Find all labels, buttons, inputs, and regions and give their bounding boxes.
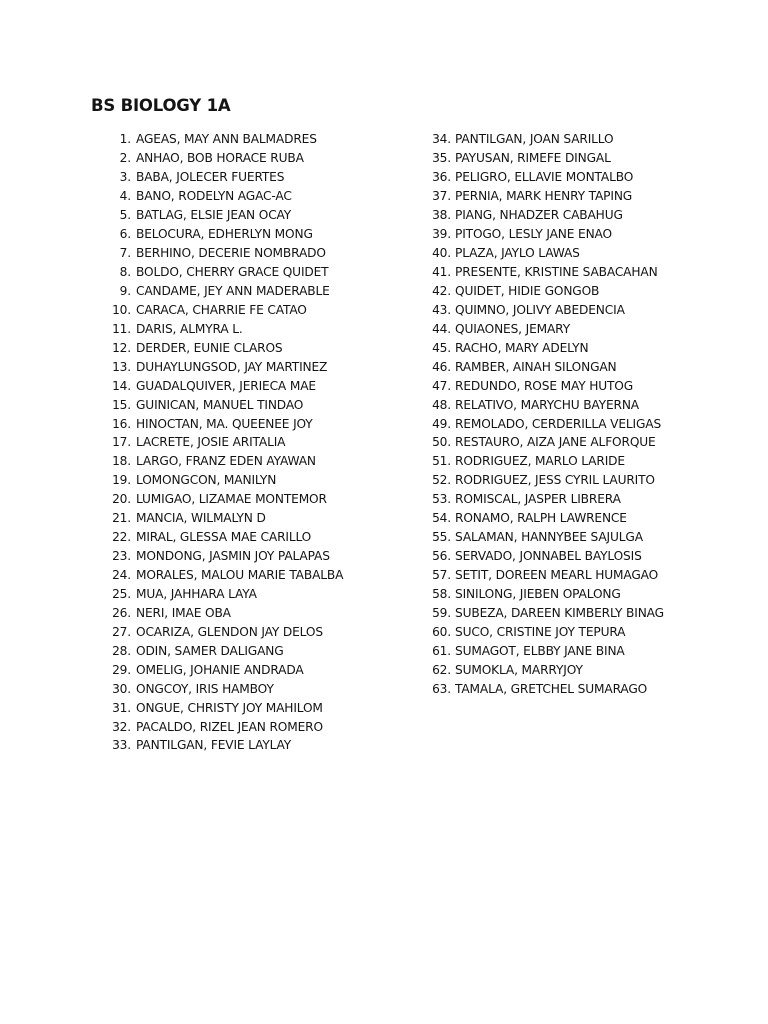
list-item <box>104 717 343 736</box>
list-item <box>420 263 664 282</box>
list-item <box>420 395 664 414</box>
list-item-name: DARIS, ALMYRA L. <box>136 321 243 336</box>
list-item-name: CANDAME, JEY ANN MADERABLE <box>136 283 330 298</box>
list-item-number: 1. <box>119 132 131 147</box>
list-item-name: PRESENTE, KRISTINE SABACAHAN <box>455 265 658 280</box>
list-item-name: PANTILGAN, JOAN SARILLO <box>455 132 614 147</box>
list-item <box>420 149 664 168</box>
list-item-number: 31. <box>112 700 131 715</box>
list-item-name: MORALES, MALOU MARIE TABALBA <box>136 568 344 583</box>
list-item <box>104 528 343 547</box>
list-item-name: TAMALA, GRETCHEL SUMARAGO <box>455 681 648 696</box>
list-item-number: 16. <box>112 416 131 431</box>
list-item <box>420 357 664 376</box>
list-item <box>104 300 343 319</box>
list-item <box>420 187 664 206</box>
list-item <box>104 566 343 585</box>
list-item-number: 32. <box>112 719 131 734</box>
list-item-number: 51. <box>432 454 451 469</box>
list-item-number: 26. <box>112 605 131 620</box>
list-item-number: 49. <box>432 416 451 431</box>
list-item-name: QUIAONES, JEMARY <box>455 321 571 336</box>
list-item-number: 43. <box>432 302 451 317</box>
list-item-name: ROMISCAL, JASPER LIBRERA <box>455 492 621 507</box>
list-item-number: 63. <box>432 681 451 696</box>
list-item-name: ANHAO, BOB HORACE RUBA <box>136 151 304 166</box>
list-item-name: ONGUE, CHRISTY JOY MAHILOM <box>136 700 323 715</box>
list-item-number: 53. <box>432 492 451 507</box>
list-item-name: BOLDO, CHERRY GRACE QUIDET <box>136 265 329 280</box>
list-item-name: HINOCTAN, MA. QUEENEE JOY <box>136 416 313 431</box>
list-item-name: LUMIGAO, LIZAMAE MONTEMOR <box>136 492 327 507</box>
list-item <box>420 641 664 660</box>
list-item-name: ONGCOY, IRIS HAMBOY <box>136 681 274 696</box>
list-item <box>104 603 343 622</box>
list-item <box>104 414 343 433</box>
list-item-number: 29. <box>112 662 131 677</box>
list-item-name: REDUNDO, ROSE MAY HUTOG <box>455 378 634 393</box>
list-item-number: 18. <box>112 454 131 469</box>
list-item-number: 20. <box>112 492 131 507</box>
list-item-number: 41. <box>432 265 451 280</box>
list-item-number: 30. <box>112 681 131 696</box>
list-item-number: 24. <box>112 568 131 583</box>
student-list-right-column <box>420 130 664 698</box>
list-item <box>420 585 664 604</box>
list-item <box>104 509 343 528</box>
list-item-number: 11. <box>112 321 131 336</box>
list-item-name: BELOCURA, EDHERLYN MONG <box>136 227 313 242</box>
list-item <box>104 338 343 357</box>
list-item-name: QUIMNO, JOLIVY ABEDENCIA <box>455 302 625 317</box>
list-item-number: 39. <box>432 227 451 242</box>
list-item-number: 9. <box>119 283 131 298</box>
list-item <box>420 206 664 225</box>
list-item-name: PELIGRO, ELLAVIE MONTALBO <box>455 170 634 185</box>
list-item-number: 8. <box>119 265 131 280</box>
list-item-name: PANTILGAN, FEVIE LAYLAY <box>136 738 292 753</box>
list-item <box>104 225 343 244</box>
list-item-number: 50. <box>432 435 451 450</box>
list-item-name: MUA, JAHHARA LAYA <box>136 586 257 601</box>
list-item <box>420 566 664 585</box>
list-item-number: 15. <box>112 397 131 412</box>
list-item-number: 2. <box>119 151 131 166</box>
list-item-number: 45. <box>432 340 451 355</box>
list-item-name: GUINICAN, MANUEL TINDAO <box>136 397 304 412</box>
list-item-number: 62. <box>432 662 451 677</box>
list-item-name: SETIT, DOREEN MEARL HUMAGAO <box>455 568 659 583</box>
list-item-name: RONAMO, RALPH LAWRENCE <box>455 511 627 526</box>
list-item-name: OCARIZA, GLENDON JAY DELOS <box>136 624 323 639</box>
list-item-name: BATLAG, ELSIE JEAN OCAY <box>136 208 292 223</box>
list-item-name: LOMONGCON, MANILYN <box>136 473 277 488</box>
list-item-name: BABA, JOLECER FUERTES <box>136 170 285 185</box>
list-item <box>420 547 664 566</box>
list-item-number: 7. <box>119 246 131 261</box>
list-item-name: BANO, RODELYN AGAC-AC <box>136 189 292 204</box>
list-item-number: 23. <box>112 549 131 564</box>
list-item <box>104 471 343 490</box>
list-item <box>104 357 343 376</box>
list-item <box>420 130 664 149</box>
list-item-name: RELATIVO, MARYCHU BAYERNA <box>455 397 639 412</box>
list-item-name: SUMAGOT, ELBBY JANE BINA <box>455 643 625 658</box>
list-item-name: RACHO, MARY ADELYN <box>455 340 589 355</box>
list-item <box>104 395 343 414</box>
list-item-name: GUADALQUIVER, JERIECA MAE <box>136 378 316 393</box>
list-item <box>420 622 664 641</box>
list-item-number: 55. <box>432 530 451 545</box>
list-item-name: RAMBER, AINAH SILONGAN <box>455 359 617 374</box>
list-item-number: 10. <box>112 302 131 317</box>
list-item <box>104 376 343 395</box>
list-item-number: 38. <box>432 208 451 223</box>
list-item <box>420 603 664 622</box>
list-item-number: 54. <box>432 511 451 526</box>
student-list-left-column <box>104 130 343 755</box>
list-item <box>104 206 343 225</box>
list-item-number: 37. <box>432 189 451 204</box>
list-item-name: BERHINO, DECERIE NOMBRADO <box>136 246 326 261</box>
list-item-number: 42. <box>432 283 451 298</box>
list-item-number: 14. <box>112 378 131 393</box>
list-item <box>104 641 343 660</box>
list-item <box>104 679 343 698</box>
list-item-name: SUCO, CRISTINE JOY TEPURA <box>455 624 626 639</box>
list-item <box>104 168 343 187</box>
list-item-number: 34. <box>432 132 451 147</box>
list-item-name: PERNIA, MARK HENRY TAPING <box>455 189 633 204</box>
list-item-number: 22. <box>112 530 131 545</box>
list-item-name: SERVADO, JONNABEL BAYLOSIS <box>455 549 642 564</box>
list-item-name: CARACA, CHARRIE FE CATAO <box>136 302 307 317</box>
document-title: BS BIOLOGY 1A <box>91 96 231 115</box>
list-item <box>104 130 343 149</box>
list-item-name: RODRIGUEZ, JESS CYRIL LAURITO <box>455 473 655 488</box>
list-item <box>420 660 664 679</box>
list-item <box>420 168 664 187</box>
list-item-name: MANCIA, WILMALYN D <box>136 511 266 526</box>
list-item-name: MONDONG, JASMIN JOY PALAPAS <box>136 549 330 564</box>
list-item-name: DUHAYLUNGSOD, JAY MARTINEZ <box>136 359 328 374</box>
list-item <box>104 149 343 168</box>
list-item <box>420 679 664 698</box>
list-item-name: LARGO, FRANZ EDEN AYAWAN <box>136 454 316 469</box>
list-item-name: SINILONG, JIEBEN OPALONG <box>455 586 621 601</box>
list-item-name: ODIN, SAMER DALIGANG <box>136 643 284 658</box>
list-item-number: 48. <box>432 397 451 412</box>
list-item <box>104 282 343 301</box>
list-item <box>104 452 343 471</box>
list-item-name: PLAZA, JAYLO LAWAS <box>455 246 580 261</box>
list-item-number: 6. <box>119 227 131 242</box>
list-item <box>104 433 343 452</box>
list-item-name: PIANG, NHADZER CABAHUG <box>455 208 623 223</box>
list-item <box>420 452 664 471</box>
list-item-number: 28. <box>112 643 131 658</box>
list-item-name: REMOLADO, CERDERILLA VELIGAS <box>455 416 662 431</box>
list-item-number: 44. <box>432 321 451 336</box>
list-item-name: RESTAURO, AIZA JANE ALFORQUE <box>455 435 656 450</box>
list-item-name: AGEAS, MAY ANN BALMADRES <box>136 132 317 147</box>
list-item <box>420 528 664 547</box>
list-item <box>420 376 664 395</box>
list-item <box>104 660 343 679</box>
list-item-name: SUBEZA, DAREEN KIMBERLY BINAG <box>455 605 664 620</box>
list-item <box>104 319 343 338</box>
list-item-number: 3. <box>119 170 131 185</box>
list-item-number: 17. <box>112 435 131 450</box>
list-item-number: 47. <box>432 378 451 393</box>
list-item-name: PITOGO, LESLY JANE ENAO <box>455 227 612 242</box>
list-item <box>104 187 343 206</box>
list-item-name: MIRAL, GLESSA MAE CARILLO <box>136 530 312 545</box>
list-item <box>104 490 343 509</box>
list-item <box>104 736 343 755</box>
list-item <box>420 319 664 338</box>
list-item <box>420 471 664 490</box>
list-item-number: 21. <box>112 511 131 526</box>
list-item-number: 25. <box>112 586 131 601</box>
list-item-number: 61. <box>432 643 451 658</box>
list-item <box>420 244 664 263</box>
list-item-number: 12. <box>112 340 131 355</box>
list-item <box>420 509 664 528</box>
list-item <box>420 433 664 452</box>
list-item <box>104 244 343 263</box>
list-item-name: DERDER, EUNIE CLAROS <box>136 340 283 355</box>
list-item-number: 35. <box>432 151 451 166</box>
list-item-name: PACALDO, RIZEL JEAN ROMERO <box>136 719 323 734</box>
list-item-number: 40. <box>432 246 451 261</box>
list-item-number: 36. <box>432 170 451 185</box>
list-item-number: 57. <box>432 568 451 583</box>
list-item-number: 46. <box>432 359 451 374</box>
list-item-number: 27. <box>112 624 131 639</box>
list-item-name: SALAMAN, HANNYBEE SAJULGA <box>455 530 643 545</box>
list-item-name: LACRETE, JOSIE ARITALIA <box>136 435 286 450</box>
list-item-number: 58. <box>432 586 451 601</box>
list-item-number: 59. <box>432 605 451 620</box>
list-item-number: 5. <box>119 208 131 223</box>
list-item-number: 4. <box>119 189 131 204</box>
list-item-name: SUMOKLA, MARRYJOY <box>455 662 583 677</box>
list-item-number: 52. <box>432 473 451 488</box>
list-item-name: RODRIGUEZ, MARLO LARIDE <box>455 454 625 469</box>
list-item <box>104 622 343 641</box>
list-item-number: 56. <box>432 549 451 564</box>
list-item <box>104 585 343 604</box>
list-item <box>420 338 664 357</box>
list-item-number: 33. <box>112 738 131 753</box>
list-item-name: PAYUSAN, RIMEFE DINGAL <box>455 151 611 166</box>
list-item <box>420 300 664 319</box>
list-item <box>420 282 664 301</box>
list-item-name: QUIDET, HIDIE GONGOB <box>455 283 600 298</box>
list-item-number: 13. <box>112 359 131 374</box>
list-item <box>104 263 343 282</box>
list-item <box>420 225 664 244</box>
list-item-name: OMELIG, JOHANIE ANDRADA <box>136 662 304 677</box>
list-item <box>104 698 343 717</box>
list-item <box>420 490 664 509</box>
list-item-number: 60. <box>432 624 451 639</box>
list-item <box>104 547 343 566</box>
list-item-name: NERI, IMAE OBA <box>136 605 231 620</box>
list-item-number: 19. <box>112 473 131 488</box>
list-item <box>420 414 664 433</box>
